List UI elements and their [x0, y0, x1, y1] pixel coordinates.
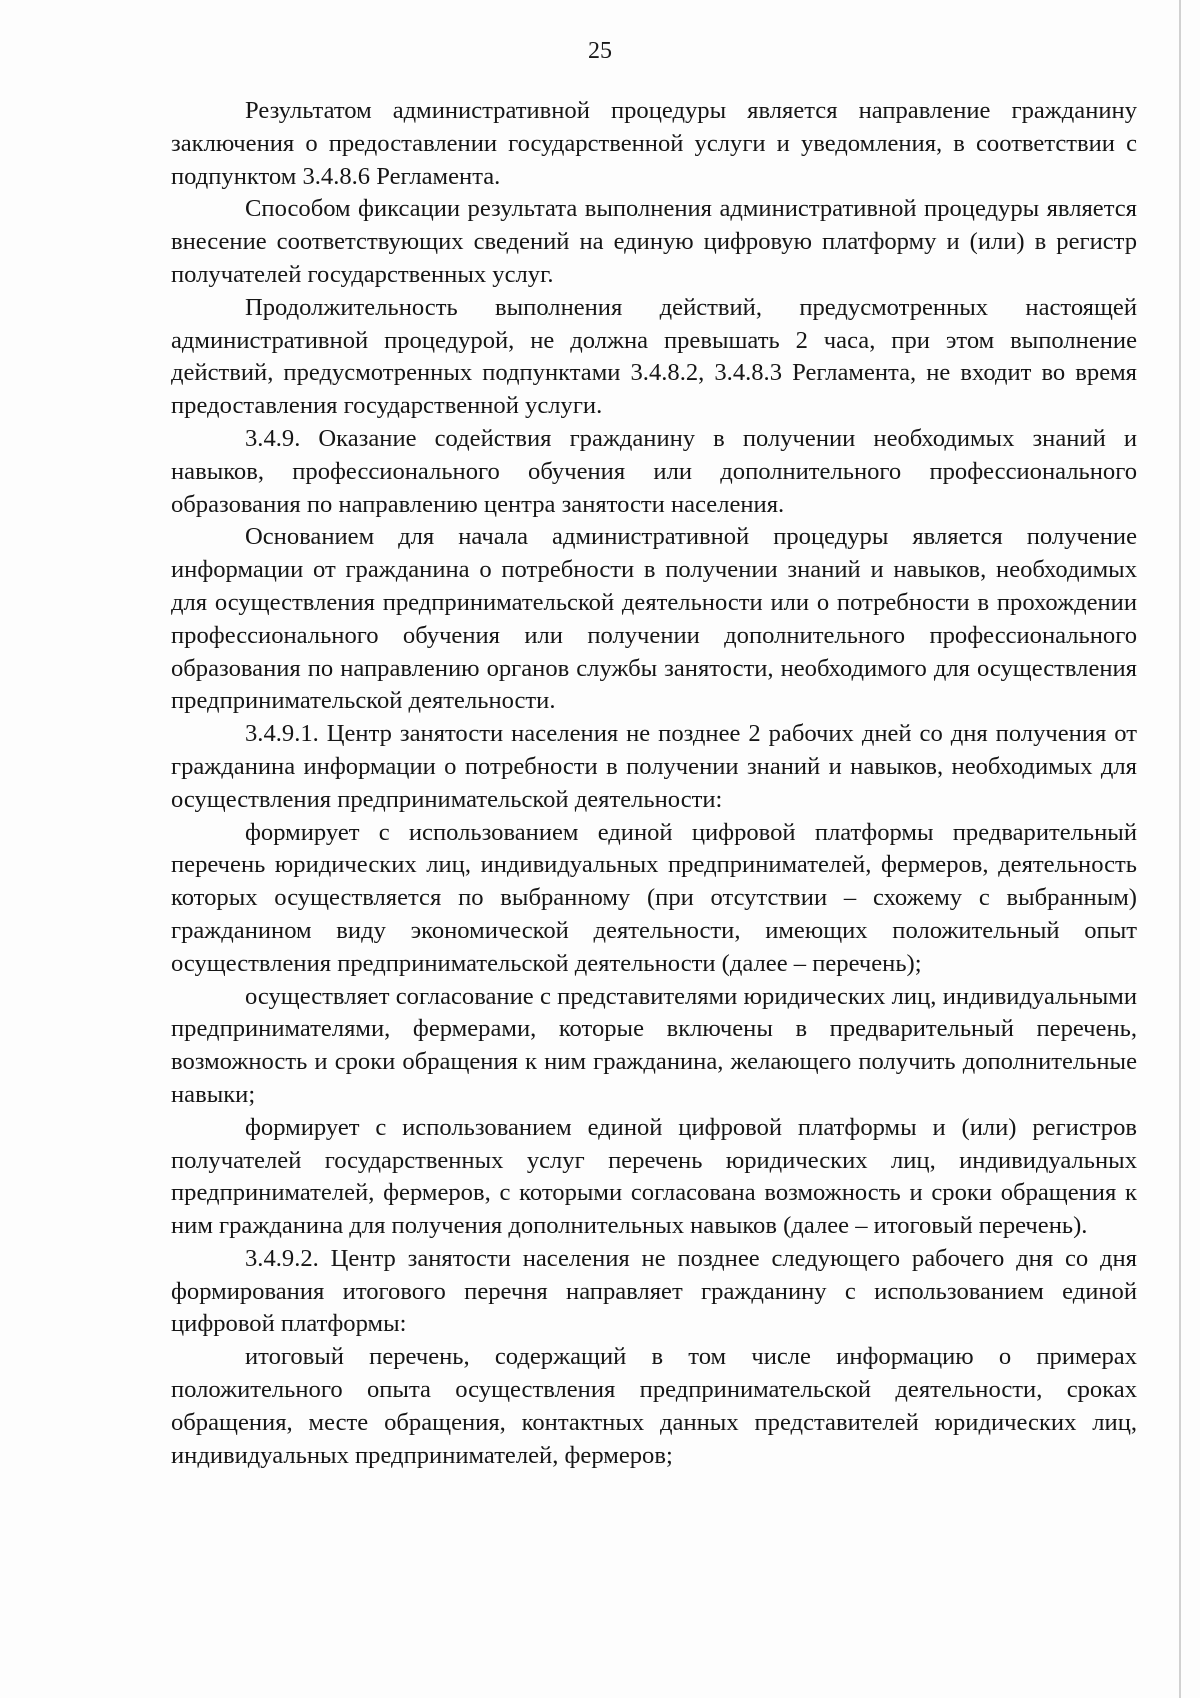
- list-item: итоговый перечень, содержащий в том числе информацию о примерах положительного опыта осуществления предпринимательской деятельности, сроках обращения, месте обращения, контактных данных представителей юридических лиц, индивидуальных предпринимателей, фермеров;: [171, 1343, 1137, 1469]
- page-number: 25: [588, 38, 612, 64]
- paragraph: Продолжительность выполнения действий, предусмотренных настоящей административной процедурой, не должна превышать 2 часа, при этом выполнение действий, предусмотренных подпунктами 3.4.8.2, 3.4.8.3 Регламента, не входит во время предоставления государственной услуги.: [171, 293, 1137, 420]
- section-heading-3-4-9: 3.4.9. Оказание содействия гражданину в получении необходимых знаний и навыков, профессионального обучения или дополнительного профессионального образования по направлению центра занятости населения.: [171, 424, 1137, 518]
- paragraph: Основанием для начала административной процедуры является получение информации от гражданина о потребности в получении знаний и навыков, необходимых для осуществления предпринимательской деятельности или о потребности в прохождении профессионального обучения или получении дополнительного профессионального образования по направлению органов службы занятости, необходимого для осуществления предпринимательской деятельности.: [171, 523, 1137, 715]
- list-item: формирует с использованием единой цифровой платформы предварительный перечень юридических лиц, индивидуальных предпринимателей, фермеров, деятельность которых осуществляется по выбранному (при отсутствии – схожему с выбранным) гражданином виду экономической деятельности, имеющих положительный опыт осуществления предпринимательской деятельности (далее – перечень);: [171, 818, 1137, 977]
- subsection-3-4-9-1: 3.4.9.1. Центр занятости населения не позднее 2 рабочих дней со дня получения от гражданина информации о потребности в получении знаний и навыков, необходимых для осуществления предпринимательской деятельности:: [171, 720, 1137, 813]
- scan-edge-line: [1179, 0, 1181, 1698]
- paragraph: Способом фиксации результата выполнения административной процедуры является внесение соответствующих сведений на единую цифровую платформу и (или) в регистр получателей государственных услуг.: [171, 195, 1137, 288]
- list-item: осуществляет согласование с представителями юридических лиц, индивидуальными предпринимателями, фермерами, которые включены в предварительный перечень, возможность и сроки обращения к ним гражданина, желающего получить дополнительные навыки;: [171, 982, 1137, 1108]
- paragraph: Результатом административной процедуры является направление гражданину заключения о предоставлении государственной услуги и уведомления, в соответствии с подпунктом 3.4.8.6 Регламента.: [171, 97, 1137, 190]
- document-body: [171, 95, 1137, 1472]
- subsection-3-4-9-2: 3.4.9.2. Центр занятости населения не позднее следующего рабочего дня со дня формирования итогового перечня направляет гражданину с использованием единой цифровой платформы:: [171, 1244, 1137, 1338]
- list-item: формирует с использованием единой цифровой платформы и (или) регистров получателей государственных услуг перечень юридических лиц, индивидуальных предпринимателей, фермеров, с которыми согласована возможность и сроки обращения к ним гражданина для получения дополнительных навыков (далее – итоговый перечень).: [171, 1113, 1137, 1240]
